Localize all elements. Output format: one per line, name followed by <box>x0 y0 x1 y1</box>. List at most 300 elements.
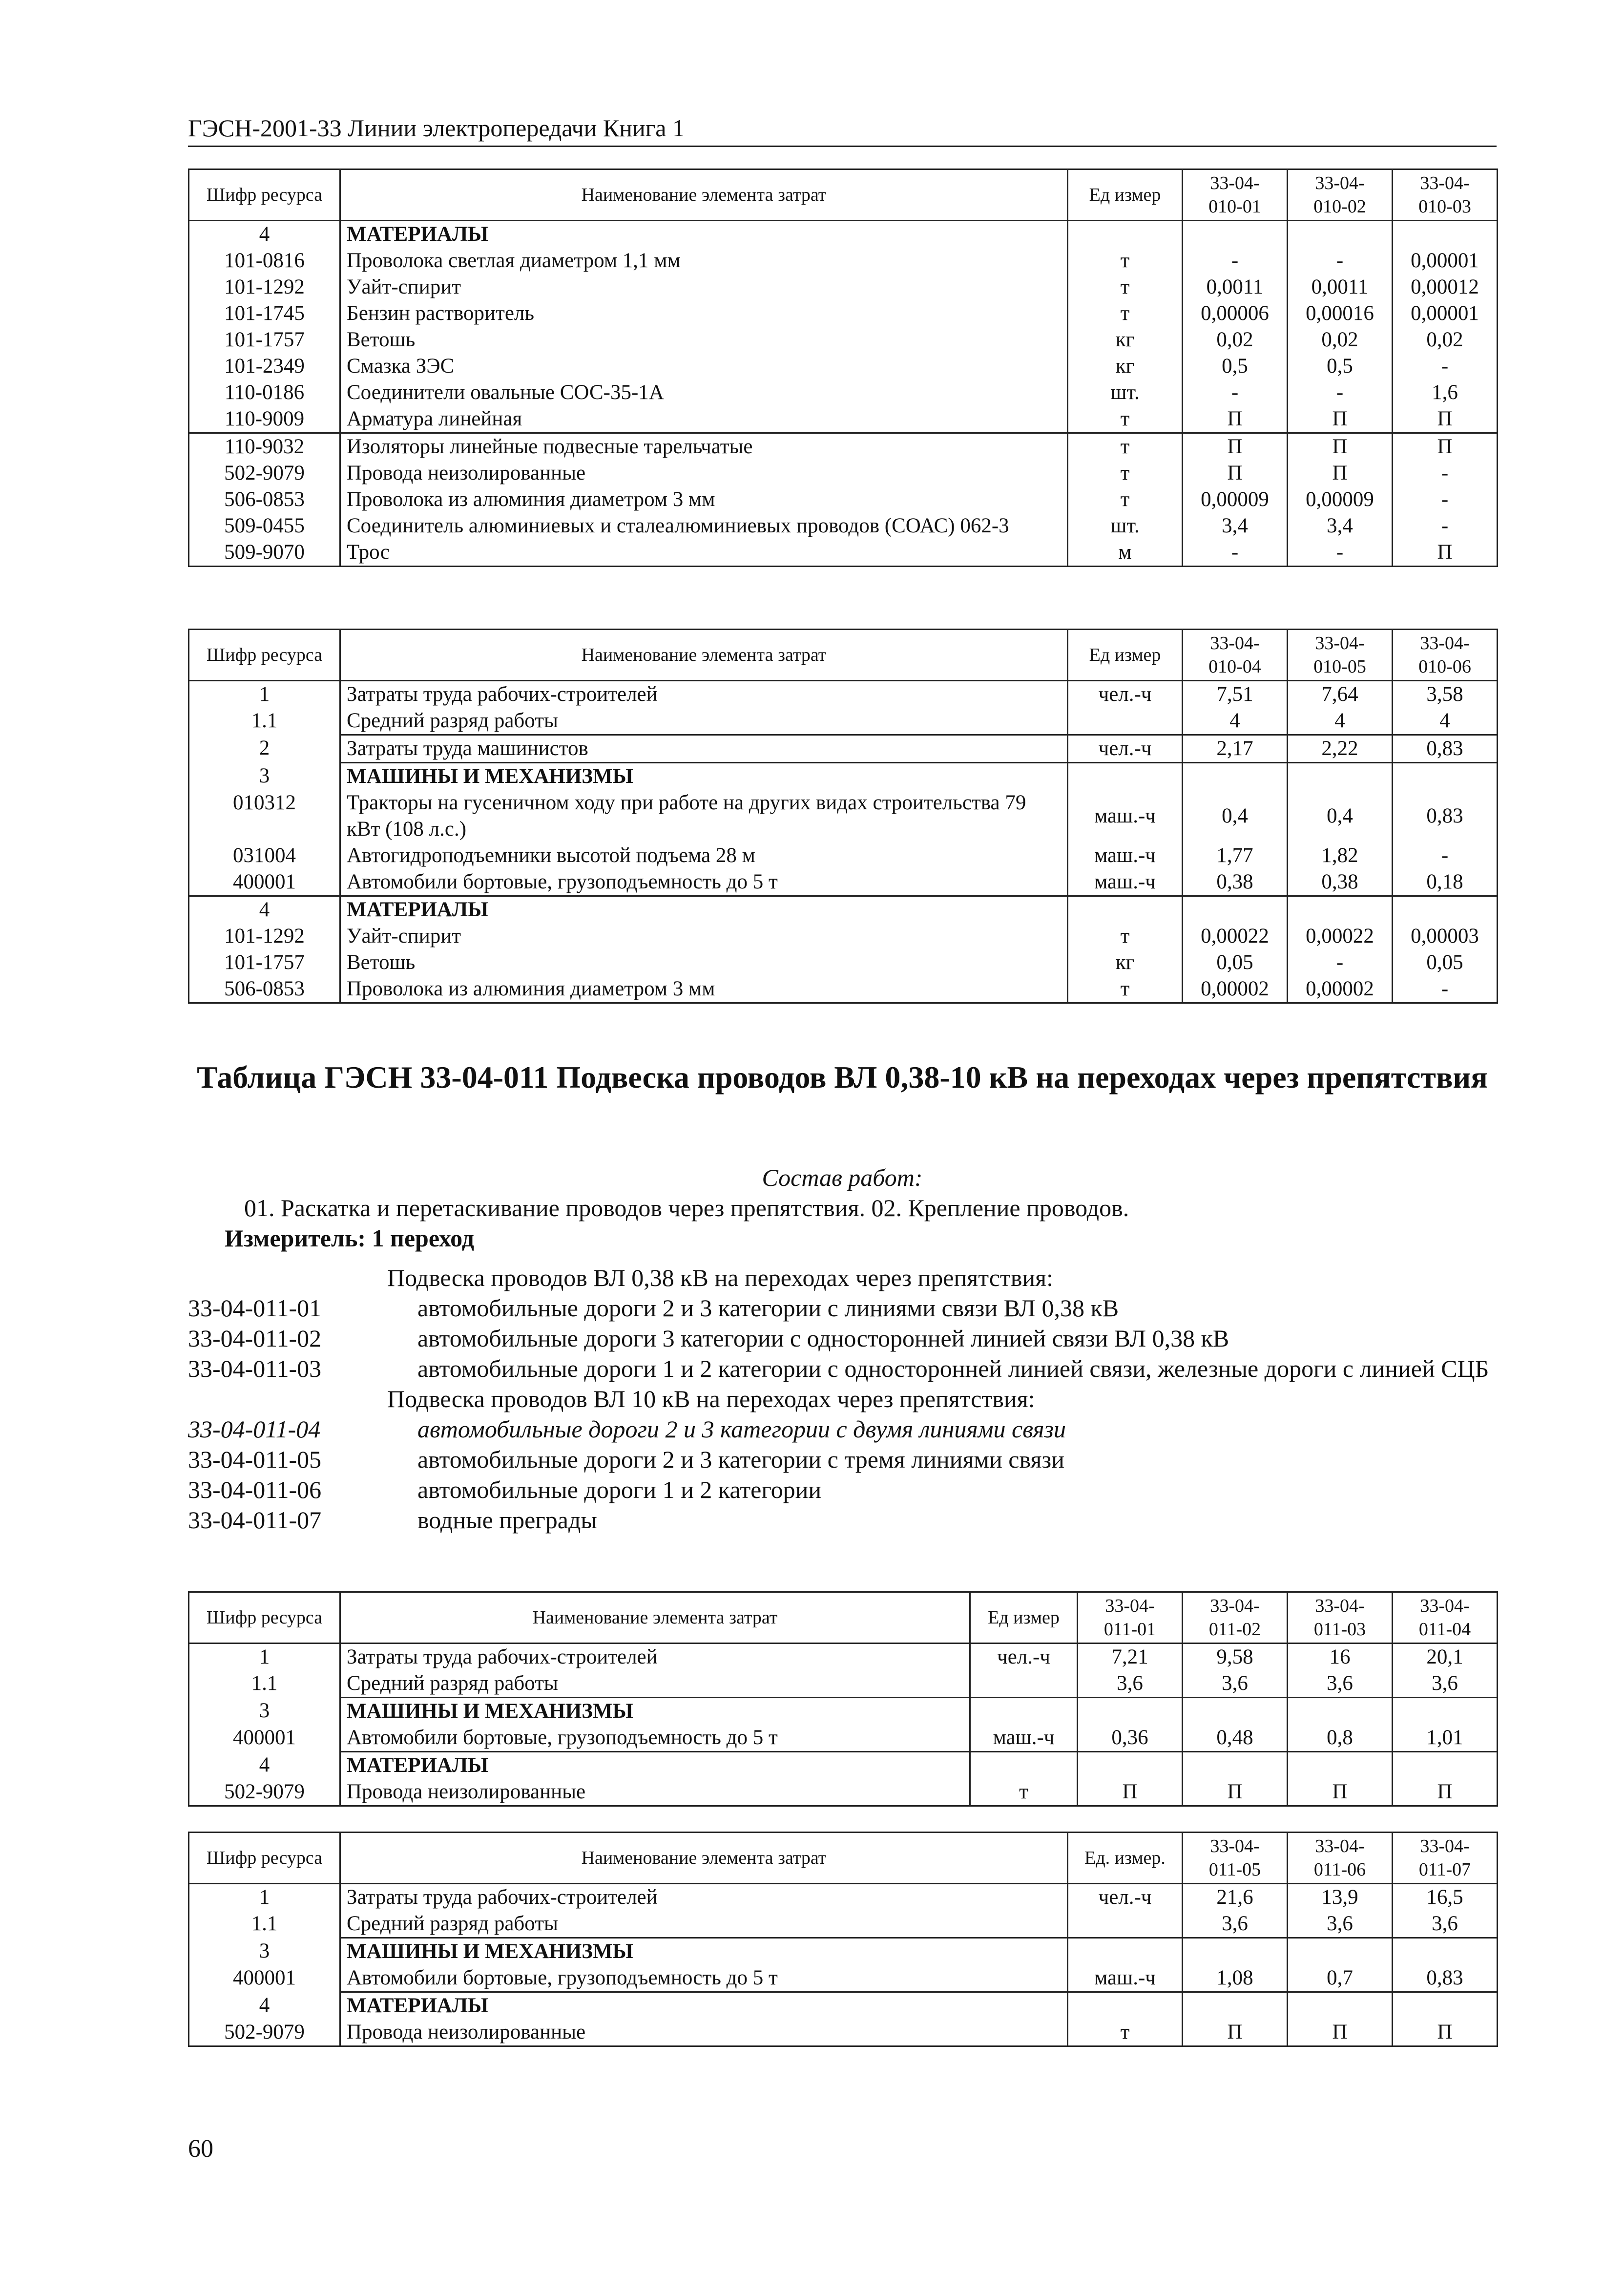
resource-name: Проволока светлая диаметром 1,1 мм <box>340 248 1068 274</box>
variant-code: 33-04-011-06 <box>188 1476 322 1503</box>
col-header-variant: 33-04- 010-02 <box>1288 169 1393 221</box>
value-cell <box>1288 763 1393 790</box>
resource-unit <box>1068 1911 1183 1938</box>
value-cell <box>1393 1938 1498 1965</box>
table-row <box>189 1884 1498 1911</box>
resource-unit <box>970 1670 1078 1698</box>
value-cell: 0,00009 <box>1288 486 1393 513</box>
col-header-variant: 33-04- 011-05 <box>1183 1833 1288 1884</box>
variant-code: 33-04-011-07 <box>188 1506 322 1534</box>
value-cell: 0,00012 <box>1393 274 1498 300</box>
resource-code: 506-0853 <box>189 976 340 1003</box>
variant-text: автомобильные дороги 1 и 2 категории <box>417 1476 822 1503</box>
resource-name: Соединитель алюминиевых и сталеалюминиевых проводов (СОАС) 062-3 <box>340 513 1068 539</box>
col-header-code: Шифр ресурса <box>189 169 340 221</box>
resource-name: Средний разряд работы <box>340 708 1068 735</box>
resource-unit: кг <box>1068 353 1183 379</box>
value-cell: - <box>1393 353 1498 379</box>
variants-list <box>188 1263 1497 1535</box>
resource-unit: т <box>1068 486 1183 513</box>
value-cell: - <box>1183 539 1288 567</box>
value-cell: - <box>1288 539 1393 567</box>
value-cell: 1,6 <box>1393 379 1498 406</box>
col-header-code: Шифр ресурса <box>189 630 340 681</box>
resource-name: Изоляторы линейные подвесные тарельчатые <box>340 433 1068 461</box>
list-item <box>188 1444 1497 1475</box>
resource-code: 509-0455 <box>189 513 340 539</box>
table-row <box>189 379 1498 406</box>
resource-code: 4 <box>189 1992 340 2020</box>
value-cell: 3,6 <box>1288 1911 1393 1938</box>
table-row <box>189 460 1498 486</box>
value-cell: 13,9 <box>1288 1884 1393 1911</box>
value-cell: 0,36 <box>1078 1725 1183 1752</box>
value-cell: 2,22 <box>1288 735 1393 763</box>
value-cell: 0,7 <box>1288 1965 1393 1992</box>
variant-code: 33-04-011-04 <box>188 1415 321 1443</box>
value-cell: 0,00003 <box>1393 923 1498 949</box>
resource-name: Трос <box>340 539 1068 567</box>
value-cell: 0,00002 <box>1288 976 1393 1003</box>
value-cell: 0,05 <box>1183 949 1288 976</box>
resource-unit: т <box>1068 274 1183 300</box>
resource-name: Ветошь <box>340 949 1068 976</box>
value-cell: - <box>1393 976 1498 1003</box>
table-row <box>189 923 1498 949</box>
value-cell: П <box>1183 406 1288 433</box>
value-cell: 0,02 <box>1393 327 1498 353</box>
table-row <box>189 221 1498 248</box>
table-row <box>189 1938 1498 1965</box>
resource-name: МАТЕРИАЛЫ <box>340 1752 970 1779</box>
value-cell: П <box>1288 2019 1393 2046</box>
resource-code: 101-1757 <box>189 949 340 976</box>
resource-code: 509-9070 <box>189 539 340 567</box>
table-row <box>189 1779 1498 1806</box>
resource-code: 3 <box>189 763 340 790</box>
resource-unit: т <box>1068 976 1183 1003</box>
value-cell: П <box>1183 433 1288 461</box>
value-cell: 3,58 <box>1393 681 1498 708</box>
table-row <box>189 513 1498 539</box>
resource-unit: м <box>1068 539 1183 567</box>
value-cell: 0,48 <box>1183 1725 1288 1752</box>
col-header-unit: Ед измер <box>1068 169 1183 221</box>
table-row <box>189 976 1498 1003</box>
resource-unit: т <box>1068 923 1183 949</box>
table-row <box>189 1752 1498 1779</box>
value-cell: 16,5 <box>1393 1884 1498 1911</box>
col-header-name: Наименование элемента затрат <box>340 1592 970 1644</box>
col-header-unit: Ед. измер. <box>1068 1833 1183 1884</box>
variant-code: 33-04-011-03 <box>188 1355 322 1382</box>
resource-table-011-05-07 <box>188 1832 1498 2047</box>
value-cell: 7,64 <box>1288 681 1393 708</box>
resource-name: Бензин растворитель <box>340 300 1068 327</box>
value-cell: П <box>1393 433 1498 461</box>
table-row <box>189 790 1498 843</box>
table-row <box>189 1992 1498 2020</box>
resource-unit: маш.-ч <box>970 1725 1078 1752</box>
value-cell <box>1288 1698 1393 1725</box>
value-cell: 3,6 <box>1183 1911 1288 1938</box>
value-cell: - <box>1288 248 1393 274</box>
col-header-unit: Ед измер <box>1068 630 1183 681</box>
resource-unit <box>1068 1992 1183 2020</box>
resource-unit: т <box>1068 406 1183 433</box>
resource-code: 110-0186 <box>189 379 340 406</box>
value-cell: П <box>1078 1779 1183 1806</box>
value-cell: - <box>1393 513 1498 539</box>
value-cell: 0,00009 <box>1183 486 1288 513</box>
value-cell: 0,00022 <box>1288 923 1393 949</box>
table-row <box>189 327 1498 353</box>
col-header-name: Наименование элемента затрат <box>340 169 1068 221</box>
resource-unit: шт. <box>1068 513 1183 539</box>
resource-code: 400001 <box>189 1725 340 1752</box>
resource-code: 101-1757 <box>189 327 340 353</box>
value-cell: 0,0011 <box>1288 274 1393 300</box>
composition-text: 01. Раскатка и перетаскивание проводов через препятствия. 02. Крепление проводов. <box>244 1194 1129 1222</box>
resource-code: 1 <box>189 1644 340 1671</box>
value-cell <box>1393 221 1498 248</box>
value-cell: - <box>1183 248 1288 274</box>
resource-code: 400001 <box>189 869 340 896</box>
value-cell: П <box>1288 433 1393 461</box>
resource-name: Тракторы на гусеничном ходу при работе на других видах строительства 79 кВт (108 л.с.) <box>340 790 1068 843</box>
resource-unit: т <box>970 1779 1078 1806</box>
value-cell: 3,6 <box>1393 1670 1498 1698</box>
resource-code: 2 <box>189 735 340 763</box>
value-cell: 1,77 <box>1183 843 1288 869</box>
composition-heading: Состав работ: <box>762 1164 923 1191</box>
resource-name: Затраты труда машинистов <box>340 735 1068 763</box>
page-header: ГЭСН-2001-33 Линии электропередачи Книга 1 <box>188 113 1497 147</box>
resource-code: 101-1292 <box>189 274 340 300</box>
value-cell: 0,38 <box>1183 869 1288 896</box>
table-row <box>189 843 1498 869</box>
value-cell: 4 <box>1393 708 1498 735</box>
resource-unit: чел.-ч <box>1068 735 1183 763</box>
value-cell: П <box>1288 406 1393 433</box>
variant-text: автомобильные дороги 2 и 3 категории с тремя линиями связи <box>417 1446 1064 1473</box>
col-header-name: Наименование элемента затрат <box>340 1833 1068 1884</box>
resource-code: 010312 <box>189 790 340 843</box>
resource-code: 4 <box>189 1752 340 1779</box>
table-row <box>189 248 1498 274</box>
col-header-variant: 33-04- 011-06 <box>1288 1833 1393 1884</box>
resource-unit <box>1068 896 1183 924</box>
value-cell: 7,21 <box>1078 1644 1183 1671</box>
table-row <box>189 2019 1498 2046</box>
value-cell: 2,17 <box>1183 735 1288 763</box>
value-cell: 1,08 <box>1183 1965 1288 1992</box>
resource-unit <box>970 1698 1078 1725</box>
value-cell <box>1183 763 1288 790</box>
resource-code: 110-9032 <box>189 433 340 461</box>
table-row <box>189 949 1498 976</box>
value-cell: 0,0011 <box>1183 274 1288 300</box>
work-composition <box>188 1162 1497 1253</box>
table-row <box>189 353 1498 379</box>
value-cell: 0,5 <box>1288 353 1393 379</box>
table-row <box>189 1965 1498 1992</box>
table-row <box>189 896 1498 924</box>
col-header-variant: 33-04- 010-03 <box>1393 169 1498 221</box>
resource-name: Затраты труда рабочих-строителей <box>340 1884 1068 1911</box>
resource-code: 031004 <box>189 843 340 869</box>
resource-name: Затраты труда рабочих-строителей <box>340 681 1068 708</box>
value-cell: - <box>1288 949 1393 976</box>
resource-code: 1.1 <box>189 708 340 735</box>
value-cell <box>1183 1992 1288 2020</box>
resource-name: Провода неизолированные <box>340 1779 970 1806</box>
variant-text: автомобильные дороги 2 и 3 категории с двумя линиями связи <box>417 1415 1066 1443</box>
resource-code: 1 <box>189 681 340 708</box>
resource-code: 4 <box>189 221 340 248</box>
col-header-variant: 33-04- 011-02 <box>1183 1592 1288 1644</box>
resource-unit: чел.-ч <box>1068 681 1183 708</box>
resource-name: Автомобили бортовые, грузоподъемность до 5 т <box>340 869 1068 896</box>
variants-group-heading: Подвеска проводов ВЛ 10 кВ на переходах через препятствия: <box>387 1385 1035 1412</box>
resource-table-010-04-06 <box>188 629 1498 1004</box>
value-cell: 0,83 <box>1393 790 1498 843</box>
col-header-code: Шифр ресурса <box>189 1592 340 1644</box>
col-header-variant: 33-04- 011-07 <box>1393 1833 1498 1884</box>
resource-name: МАШИНЫ И МЕХАНИЗМЫ <box>340 763 1068 790</box>
value-cell: П <box>1288 460 1393 486</box>
resource-name: МАТЕРИАЛЫ <box>340 221 1068 248</box>
resource-code: 101-2349 <box>189 353 340 379</box>
value-cell: 0,02 <box>1288 327 1393 353</box>
variant-text: автомобильные дороги 2 и 3 категории с линиями связи ВЛ 0,38 кВ <box>417 1294 1119 1322</box>
resource-unit <box>1068 221 1183 248</box>
value-cell: 0,18 <box>1393 869 1498 896</box>
resource-unit: кг <box>1068 327 1183 353</box>
col-header-variant: 33-04- 010-01 <box>1183 169 1288 221</box>
value-cell: 0,02 <box>1183 327 1288 353</box>
value-cell <box>1183 1698 1288 1725</box>
table-row <box>189 735 1498 763</box>
variant-code: 33-04-011-01 <box>188 1294 322 1322</box>
value-cell <box>1393 763 1498 790</box>
resource-unit: т <box>1068 433 1183 461</box>
table-title: Таблица ГЭСН 33-04-011 Подвеска проводов ВЛ 0,38-10 кВ на переходах через препятствия <box>197 1060 1488 1095</box>
resource-unit: т <box>1068 2019 1183 2046</box>
table-row <box>189 300 1498 327</box>
resource-name: Соединители овальные СОС-35-1А <box>340 379 1068 406</box>
value-cell: 3,6 <box>1078 1670 1183 1698</box>
resource-unit: маш.-ч <box>1068 790 1183 843</box>
col-header-variant: 33-04- 011-03 <box>1288 1592 1393 1644</box>
value-cell: 4 <box>1288 708 1393 735</box>
table-row <box>189 1698 1498 1725</box>
resource-code: 1.1 <box>189 1911 340 1938</box>
value-cell <box>1183 896 1288 924</box>
col-header-variant: 33-04- 011-04 <box>1393 1592 1498 1644</box>
resource-unit: чел.-ч <box>970 1644 1078 1671</box>
resource-name: Провода неизолированные <box>340 460 1068 486</box>
value-cell: 9,58 <box>1183 1644 1288 1671</box>
value-cell: - <box>1288 379 1393 406</box>
value-cell: 0,00022 <box>1183 923 1288 949</box>
value-cell: - <box>1393 460 1498 486</box>
resource-name: МАШИНЫ И МЕХАНИЗМЫ <box>340 1698 970 1725</box>
resource-table-011-01-04 <box>188 1591 1498 1807</box>
value-cell <box>1393 896 1498 924</box>
resource-name: Ветошь <box>340 327 1068 353</box>
table-row <box>189 1644 1498 1671</box>
resource-code: 502-9079 <box>189 2019 340 2046</box>
resource-name: Затраты труда рабочих-строителей <box>340 1644 970 1671</box>
resource-unit: т <box>1068 460 1183 486</box>
page-number: 60 <box>188 2135 213 2163</box>
value-cell: 4 <box>1183 708 1288 735</box>
value-cell: 0,00016 <box>1288 300 1393 327</box>
col-header-variant: 33-04- 010-04 <box>1183 630 1288 681</box>
resource-unit: чел.-ч <box>1068 1884 1183 1911</box>
col-header-variant: 33-04- 010-05 <box>1288 630 1393 681</box>
value-cell: 3,4 <box>1288 513 1393 539</box>
resource-code: 1.1 <box>189 1670 340 1698</box>
value-cell: 20,1 <box>1393 1644 1498 1671</box>
value-cell <box>1288 1938 1393 1965</box>
resource-unit <box>1068 1938 1183 1965</box>
list-item <box>188 1323 1497 1353</box>
table-row <box>189 539 1498 567</box>
value-cell: 0,4 <box>1183 790 1288 843</box>
resource-name: МАТЕРИАЛЫ <box>340 1992 1068 2020</box>
value-cell: П <box>1183 460 1288 486</box>
resource-code: 3 <box>189 1698 340 1725</box>
value-cell: П <box>1393 539 1498 567</box>
resource-unit: кг <box>1068 949 1183 976</box>
value-cell: 0,38 <box>1288 869 1393 896</box>
measure-line <box>188 1223 1497 1253</box>
resource-name: Уайт-спирит <box>340 274 1068 300</box>
value-cell: П <box>1288 1779 1393 1806</box>
value-cell: 0,00002 <box>1183 976 1288 1003</box>
value-cell: 0,83 <box>1393 1965 1498 1992</box>
resource-code: 1 <box>189 1884 340 1911</box>
value-cell: 0,8 <box>1288 1725 1393 1752</box>
resource-name: Арматура линейная <box>340 406 1068 433</box>
value-cell: - <box>1183 379 1288 406</box>
list-item <box>188 1353 1497 1384</box>
resource-name: Смазка ЗЭС <box>340 353 1068 379</box>
value-cell: 7,51 <box>1183 681 1288 708</box>
resource-code: 502-9079 <box>189 1779 340 1806</box>
value-cell <box>1393 1752 1498 1779</box>
value-cell: 3,6 <box>1288 1670 1393 1698</box>
col-header-code: Шифр ресурса <box>189 1833 340 1884</box>
value-cell <box>1288 1992 1393 2020</box>
table-row <box>189 274 1498 300</box>
resource-unit: т <box>1068 300 1183 327</box>
table-row <box>189 763 1498 790</box>
value-cell <box>1393 1992 1498 2020</box>
value-cell <box>1288 221 1393 248</box>
resource-unit: маш.-ч <box>1068 843 1183 869</box>
table-row <box>189 406 1498 433</box>
value-cell <box>1078 1698 1183 1725</box>
table-row <box>189 869 1498 896</box>
resource-name: МАТЕРИАЛЫ <box>340 896 1068 924</box>
resource-name: МАШИНЫ И МЕХАНИЗМЫ <box>340 1938 1068 1965</box>
value-cell: 3,6 <box>1183 1670 1288 1698</box>
list-item <box>188 1475 1497 1505</box>
resource-code: 400001 <box>189 1965 340 1992</box>
resource-code: 110-9009 <box>189 406 340 433</box>
resource-code: 506-0853 <box>189 486 340 513</box>
resource-name: Средний разряд работы <box>340 1670 970 1698</box>
col-header-unit: Ед измер <box>970 1592 1078 1644</box>
value-cell <box>1183 1752 1288 1779</box>
table-row <box>189 1911 1498 1938</box>
col-header-variant: 33-04- 011-01 <box>1078 1592 1183 1644</box>
table-row <box>189 433 1498 461</box>
value-cell: 0,5 <box>1183 353 1288 379</box>
resource-unit: шт. <box>1068 379 1183 406</box>
value-cell: П <box>1393 406 1498 433</box>
measure-value: 1 переход <box>372 1224 474 1252</box>
value-cell: 1,82 <box>1288 843 1393 869</box>
resource-name: Провода неизолированные <box>340 2019 1068 2046</box>
resource-name: Автомобили бортовые, грузоподъемность до 5 т <box>340 1965 1068 1992</box>
list-item <box>188 1414 1497 1444</box>
value-cell: 0,83 <box>1393 735 1498 763</box>
resource-name: Проволока из алюминия диаметром 3 мм <box>340 976 1068 1003</box>
value-cell: 16 <box>1288 1644 1393 1671</box>
resource-unit: т <box>1068 248 1183 274</box>
variant-code: 33-04-011-05 <box>188 1446 322 1473</box>
value-cell: - <box>1393 486 1498 513</box>
value-cell: 3,4 <box>1183 513 1288 539</box>
resource-unit <box>1068 708 1183 735</box>
list-item <box>188 1293 1497 1323</box>
value-cell: 0,00001 <box>1393 248 1498 274</box>
value-cell: П <box>1183 1779 1288 1806</box>
value-cell: П <box>1393 2019 1498 2046</box>
value-cell: 0,00001 <box>1393 300 1498 327</box>
table-row <box>189 708 1498 735</box>
resource-code: 4 <box>189 896 340 924</box>
col-header-name: Наименование элемента затрат <box>340 630 1068 681</box>
resource-name: Средний разряд работы <box>340 1911 1068 1938</box>
value-cell: П <box>1393 1779 1498 1806</box>
table-row <box>189 681 1498 708</box>
value-cell <box>1183 1938 1288 1965</box>
table-row <box>189 1725 1498 1752</box>
value-cell <box>1288 1752 1393 1779</box>
resource-code: 101-0816 <box>189 248 340 274</box>
col-header-variant: 33-04- 010-06 <box>1393 630 1498 681</box>
variant-text: водные преграды <box>417 1506 597 1534</box>
resource-name: Уайт-спирит <box>340 923 1068 949</box>
resource-code: 101-1745 <box>189 300 340 327</box>
value-cell: П <box>1183 2019 1288 2046</box>
value-cell: 0,4 <box>1288 790 1393 843</box>
variant-text: автомобильные дороги 3 категории с односторонней линией связи ВЛ 0,38 кВ <box>417 1325 1229 1352</box>
value-cell: 3,6 <box>1393 1911 1498 1938</box>
value-cell <box>1393 1698 1498 1725</box>
resource-code: 3 <box>189 1938 340 1965</box>
resource-table-010-01-03 <box>188 169 1498 567</box>
table-row <box>189 486 1498 513</box>
resource-unit: маш.-ч <box>1068 869 1183 896</box>
variant-code: 33-04-011-02 <box>188 1325 322 1352</box>
resource-code: 502-9079 <box>189 460 340 486</box>
